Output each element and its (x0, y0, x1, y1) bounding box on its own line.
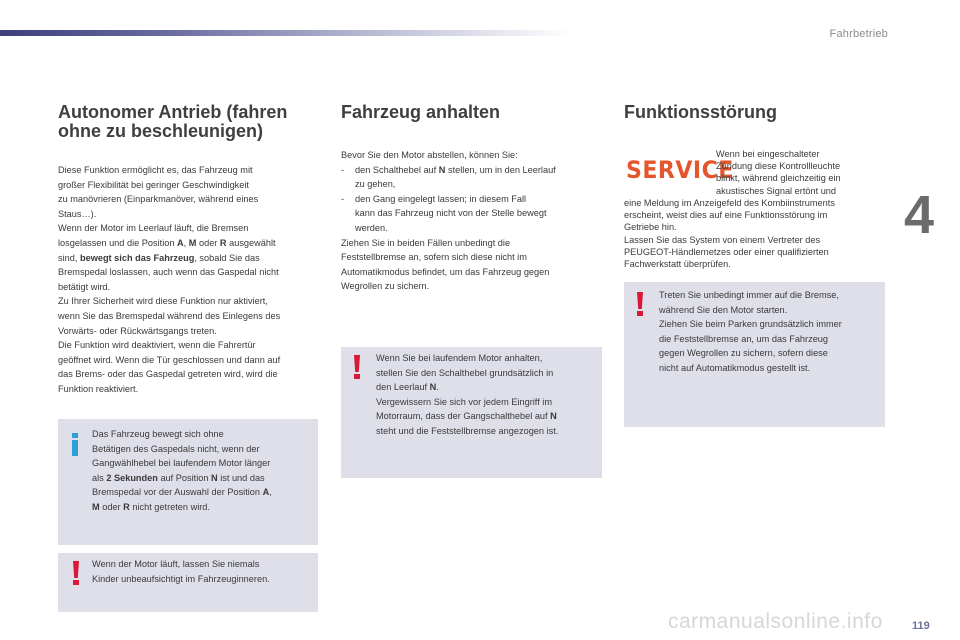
heading-stop-vehicle: Fahrzeug anhalten (341, 102, 501, 122)
warning-icon (636, 292, 644, 316)
malfunction-text-right: Wenn bei eingeschalteter Zündung diese Kontrollleuchte blinkt, während gleichzeitig ein akustisches Signal ertönt und (716, 149, 841, 196)
autonomous-drive-text: Diese Funktion ermöglicht es, das Fahrzeug mit großer Flexibilität bei geringer Geschwindigkeit zu manövrieren (Einparkmanöver, während eines Staus…). Wenn der Motor im Leerlauf läuft, die Bremsen losgelassen und die Position A, M oder R ausgewählt sind, bewegt sich das Fahrzeug, sobald Sie das Bremspedal loslassen, auch wenn das Gaspedal nicht betätigt wird. Zu Ihrer Sicherheit wird diese Funktion nur aktiviert, wenn Sie das Bremspedal während des Einlegens des Vorwärts- oder Rückwärtsgangs treten. Die Funktion wird deaktiviert, wenn die Fahrertür geöffnet wird. Wenn die Tür geschlossen und dann auf das Brems- oder das Gaspedal getreten wird, wird die Funktion reaktiviert. (58, 165, 281, 394)
heading-malfunction: Funktionsstörung (624, 102, 777, 122)
warning-box-stop: Wenn Sie bei laufendem Motor anhalten, stellen Sie den Schalthebel grundsätzlich in den Leerlauf N. Vergewissern Sie sich vor jedem Eingriff im Motorraum, dass der Gangschalthebel auf N steht und die Feststellbremse angezogen ist. (341, 347, 602, 478)
warning-box-malfunction: Treten Sie unbedingt immer auf die Bremse, während Sie den Motor starten. Ziehen Sie beim Parken grundsätzlich immer die Feststellbremse an, um das Fahrzeug gegen Wegrollen zu sichern, sofern diese nicht auf Automatikmodus gestellt ist. (624, 282, 885, 427)
watermark: carmanualsonline.info (668, 610, 883, 633)
warning-icon (72, 561, 80, 585)
chapter-number: 4 (904, 185, 935, 245)
page-number: 119 (912, 620, 930, 632)
warning-icon (353, 355, 361, 379)
info-icon (72, 433, 78, 455)
header-gradient-bar (0, 30, 570, 36)
section-label: Fahrbetrieb (829, 28, 888, 40)
service-warning-icon: SERVICE (626, 156, 734, 184)
warning-box-children: Wenn der Motor läuft, lassen Sie niemals Kinder unbeaufsichtigt im Fahrzeuginneren. (58, 553, 318, 612)
heading-autonomous-drive: Autonomer Antrieb (fahren ohne zu beschleunigen) (58, 102, 288, 141)
malfunction-text: eine Meldung im Anzeigefeld des Kombiinstruments erscheint, weist dies auf eine Funktionsstörung im Getriebe hin. Lassen Sie das System von einem Vertreter des PEUGEOT-Händlernetzes oder einer qualifizierten Fachwerkstatt überprüfen. (624, 198, 835, 270)
info-box-autonomous: Das Fahrzeug bewegt sich ohne Betätigen des Gaspedals nicht, wenn der Gangwählhebel bei laufendem Motor länger als 2 Sekunden auf Position N ist und das Bremspedal vor der Auswahl der Position A, M oder R nicht getreten wird. (58, 419, 318, 545)
stop-vehicle-text: Bevor Sie den Motor abstellen, können Sie: - den Schalthebel auf N stellen, um in den Leerlauf zu gehen, - den Gang eingelegt lassen; in diesem Fall kann das Fahrzeug nicht von der Stelle bewegt werden. Ziehen Sie in beiden Fällen unbedingt die Feststellbremse an, sofern sich diese nicht im Automatikmodus befindet, um das Fahrzeug gegen Wegrollen zu sichern. (341, 150, 556, 292)
